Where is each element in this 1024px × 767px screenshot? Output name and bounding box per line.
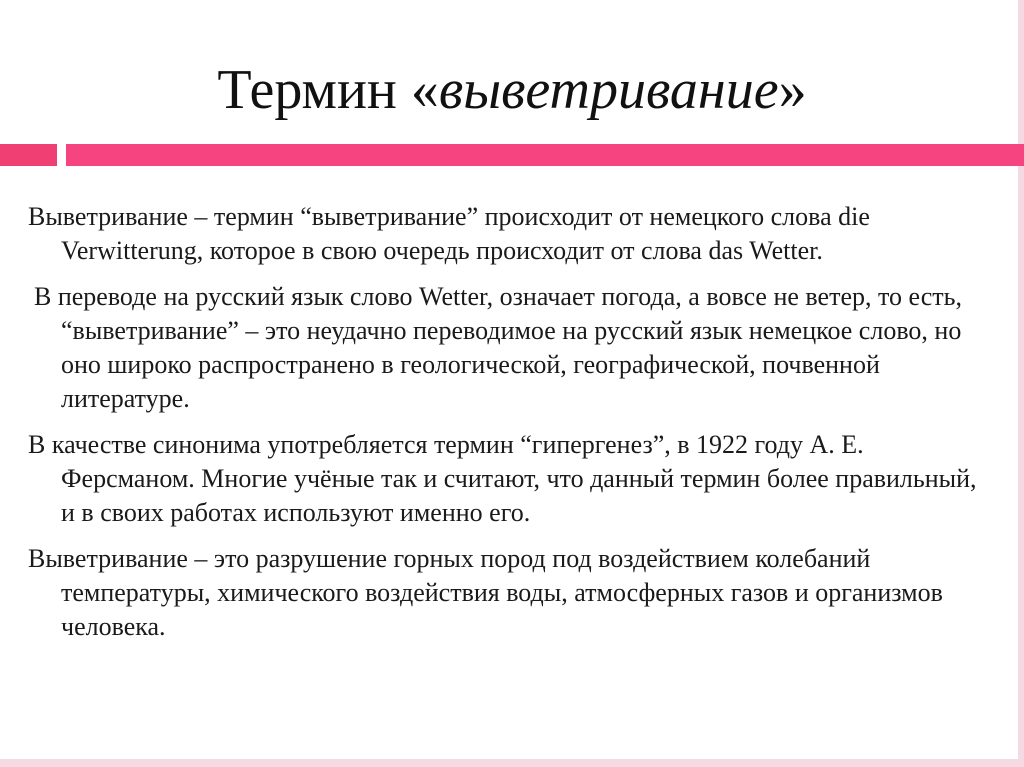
title-italic: выветривание — [438, 59, 779, 121]
title-plain: Термин « — [217, 59, 439, 121]
slide-body — [28, 200, 978, 656]
accent-bar-left — [0, 144, 57, 166]
paragraph-synonym: В качестве синонима употребляется термин “гипергенез”, в 1922 году А. Е. Ферсманом. Многие учёные так и считают, что данный термин более правильный, и в своих работах используют именно его. — [28, 430, 977, 527]
slide-frame-bottom — [0, 759, 1024, 767]
paragraph-etymology: Выветривание – термин “выветривание” происходит от немецкого слова die Verwitterung, которое в свою очередь происходит от слова das Wetter. — [28, 202, 870, 265]
paragraph-translation: В переводе на русский язык слово Wetter, означает погода, а вовсе не ветер, то есть, “выветривание” – это неудачно переводимое на русский язык немецкое слово, но оно широко распространено в геологической, географической, почвенной литературе. — [34, 282, 962, 413]
paragraph-definition: Выветривание – это разрушение горных пород под воздействием колебаний температуры, химического воздействия воды, атмосферных газов и организмов человека. — [28, 544, 943, 641]
slide-title — [0, 50, 1024, 130]
title-text — [217, 59, 806, 121]
accent-bar-right — [66, 144, 1024, 166]
title-close: » — [778, 59, 807, 121]
